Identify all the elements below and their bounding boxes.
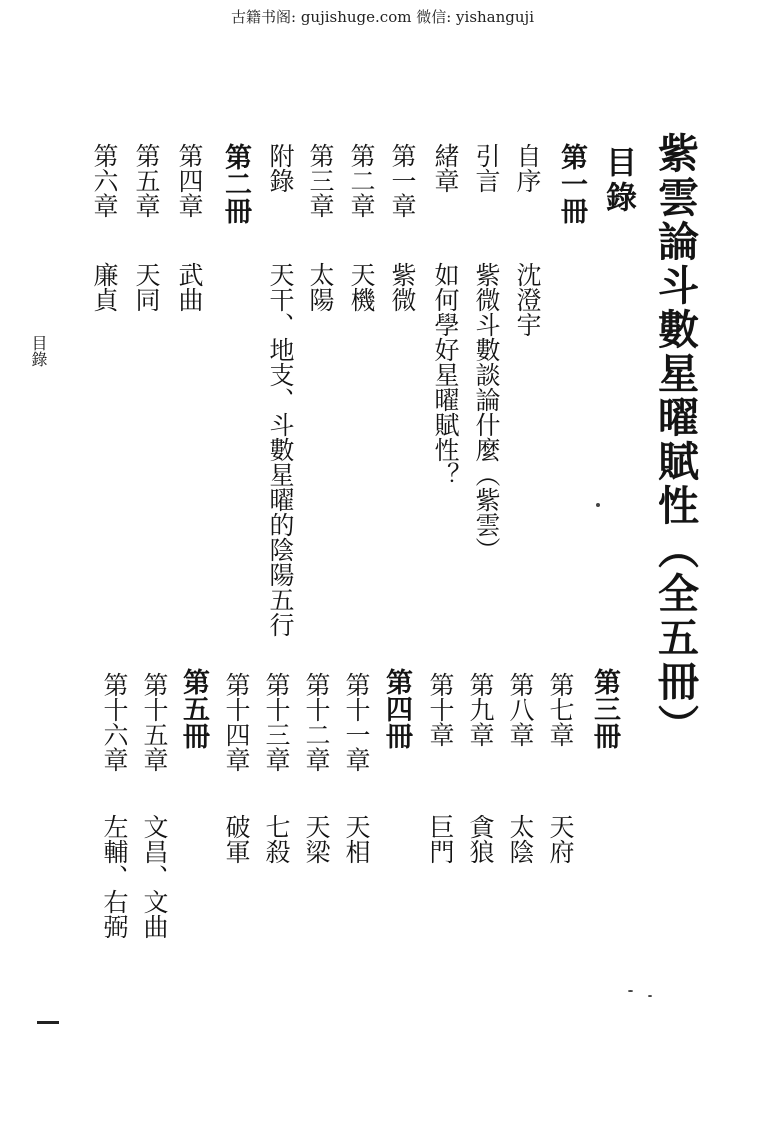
toc-text-ch5: 天同 bbox=[132, 262, 161, 312]
toc-label-ch2: 第二章 bbox=[347, 143, 376, 218]
toc-text-ch13: 七殺 bbox=[262, 814, 291, 864]
toc-label-ch7: 第七章 bbox=[546, 672, 575, 747]
volume-1-heading: 第一冊 bbox=[556, 143, 587, 224]
toc-label-ch11: 第十一章 bbox=[342, 672, 371, 772]
toc-text-prologue: 如何學好星曜賦性？ bbox=[431, 262, 460, 487]
watermark-header: 古籍书阁: gujishuge.com 微信: yishanguji bbox=[231, 8, 534, 26]
toc-text-ch12: 天梁 bbox=[302, 814, 331, 864]
toc-text-ch3: 太陽 bbox=[306, 262, 335, 312]
toc-label-ch9: 第九章 bbox=[466, 672, 495, 747]
toc-label-ch12: 第十二章 bbox=[302, 672, 331, 772]
toc-text-preface: 沈澄宇 bbox=[513, 262, 542, 337]
toc-text-ch16: 左輔、右弼 bbox=[100, 814, 129, 939]
toc-text-ch9: 貪狼 bbox=[466, 814, 495, 864]
toc-label-ch4: 第四章 bbox=[175, 143, 204, 218]
toc-label-preface: 自序 bbox=[513, 143, 542, 193]
toc-label-ch13: 第十三章 bbox=[262, 672, 291, 772]
toc-text-ch15: 文昌、文曲 bbox=[140, 814, 169, 939]
toc-label-ch8: 第八章 bbox=[506, 672, 535, 747]
toc-label-ch14: 第十四章 bbox=[222, 672, 251, 772]
toc-text-ch7: 天府 bbox=[546, 814, 575, 864]
toc-label-ch3: 第三章 bbox=[306, 143, 335, 218]
toc-text-ch4: 武曲 bbox=[175, 262, 204, 312]
book-title: 紫雲論斗數星曜賦性（全五冊） bbox=[651, 132, 699, 748]
toc-text-ch11: 天相 bbox=[342, 814, 371, 864]
toc-text-appendix: 天干、地支、斗數星曜的陰陽五行 bbox=[266, 262, 295, 637]
toc-label-appendix: 附錄 bbox=[266, 143, 295, 193]
volume-3-heading: 第三冊 bbox=[589, 668, 620, 749]
toc-label-ch5: 第五章 bbox=[132, 143, 161, 218]
print-speck bbox=[648, 995, 652, 997]
toc-text-intro: 紫微斗數談論什麼（紫雲） bbox=[472, 262, 501, 562]
toc-text-ch14: 破軍 bbox=[222, 814, 251, 864]
print-speck bbox=[596, 503, 600, 507]
toc-heading: 目錄 bbox=[600, 146, 636, 216]
toc-text-ch10: 巨門 bbox=[426, 814, 455, 864]
toc-label-ch15: 第十五章 bbox=[140, 672, 169, 772]
print-speck bbox=[628, 990, 633, 992]
toc-text-ch8: 太陰 bbox=[506, 814, 535, 864]
side-runner: 目錄 bbox=[29, 335, 48, 367]
toc-text-ch1: 紫微 bbox=[388, 262, 417, 312]
toc-label-ch10: 第十章 bbox=[426, 672, 455, 747]
toc-label-prologue: 緒章 bbox=[431, 143, 460, 193]
volume-4-heading: 第四冊 bbox=[381, 668, 412, 749]
volume-2-heading: 第二冊 bbox=[220, 143, 251, 224]
volume-5-heading: 第五冊 bbox=[178, 668, 209, 749]
toc-label-ch6: 第六章 bbox=[90, 143, 119, 218]
toc-label-ch1: 第一章 bbox=[388, 143, 417, 218]
toc-text-ch2: 天機 bbox=[347, 262, 376, 312]
toc-text-ch6: 廉貞 bbox=[90, 262, 119, 312]
toc-label-intro: 引言 bbox=[472, 143, 501, 193]
page-number bbox=[37, 1021, 59, 1024]
toc-label-ch16: 第十六章 bbox=[100, 672, 129, 772]
